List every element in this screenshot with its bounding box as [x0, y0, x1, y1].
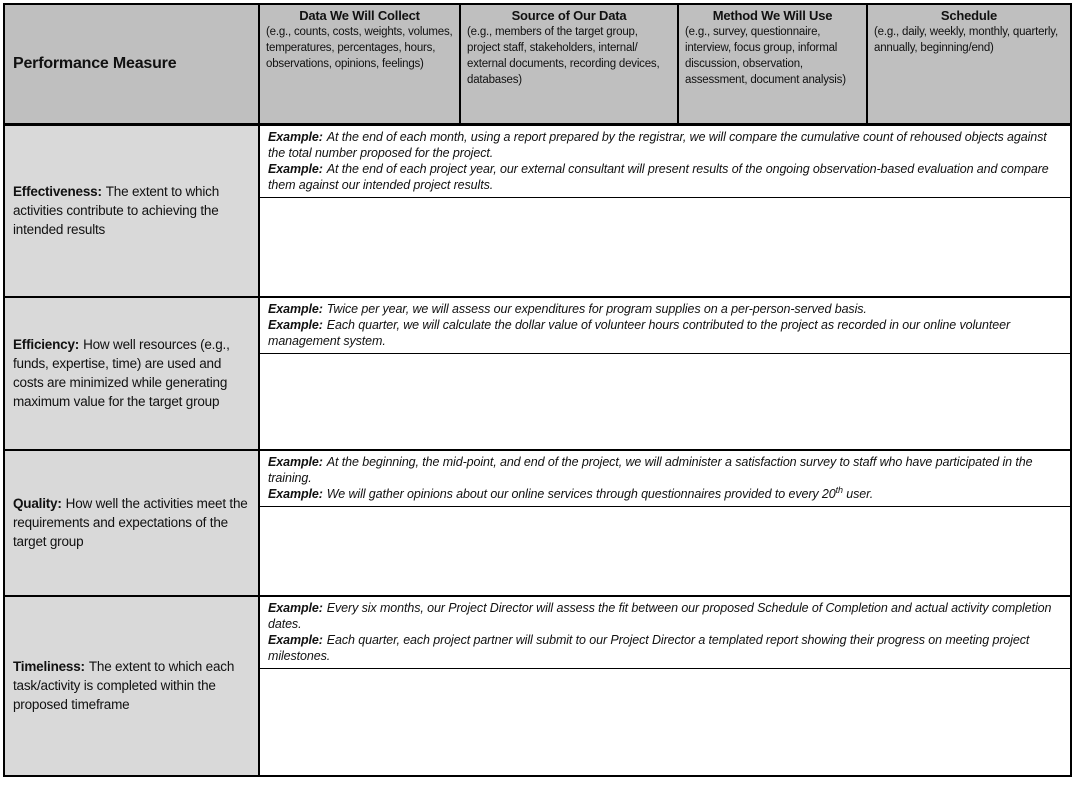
example-paragraph — [268, 632, 1062, 664]
column-title: Method We Will Use — [712, 8, 833, 23]
header-method-we-will-use — [678, 4, 867, 124]
example-paragraph — [268, 454, 1062, 486]
header-schedule — [867, 4, 1071, 124]
example-paragraph — [268, 129, 1062, 161]
example-label: Example: — [268, 129, 323, 144]
example-paragraph — [268, 301, 1062, 317]
example-text: At the end of each month, using a report prepared by the registrar, we will compare the cumulative count of rehoused objects against the total number proposed for the project. — [268, 129, 1047, 160]
measure-definition: The extent to which activities contribute to achieving the intended results — [13, 184, 220, 238]
header-source-of-our-data — [460, 4, 678, 124]
header-data-we-will-collect — [259, 4, 460, 124]
row-label-efficiency — [4, 297, 259, 450]
example-text: Twice per year, we will assess our expenditures for program supplies on a per-person-served basis. — [326, 302, 867, 316]
measure-term: Timeliness: — [13, 659, 85, 675]
example-text: At the end of each project year, our external consultant will present results of the ongoing observation-based evaluation and compare them against our intended project results. — [268, 161, 1049, 192]
example-label: Example: — [268, 318, 323, 332]
performance-measure-table — [3, 3, 1072, 777]
example-text-after: user. — [842, 486, 874, 501]
example-label: Example: — [268, 302, 323, 316]
entry-area-quality — [259, 506, 1071, 596]
example-paragraph — [268, 486, 1062, 502]
ordinal-superscript: th — [835, 484, 843, 495]
column-title: Schedule — [940, 8, 998, 23]
row-label-quality — [4, 450, 259, 597]
header-row — [4, 4, 1071, 124]
example-text: Every six months, our Project Director will assess the fit between our proposed Schedule of Completion and actual activity completion dates. — [268, 601, 1052, 631]
examples-effectiveness — [259, 124, 1071, 197]
performance-measure-title: Performance Measure — [13, 54, 177, 72]
column-hint: (e.g., daily, weekly, monthly, quarterly, annually, beginning/end) — [874, 26, 1058, 54]
example-text: We will gather opinions about our online services through questionnaires provided to every 20 — [326, 486, 836, 501]
measure-definition: How well resources (e.g., funds, expertise, time) are used and costs are minimized while generating maximum value for the target group — [13, 337, 230, 410]
example-paragraph — [268, 317, 1062, 349]
example-paragraph — [268, 161, 1062, 193]
measure-term: Effectiveness: — [13, 184, 102, 200]
example-text: Each quarter, we will calculate the dollar value of volunteer hours contributed to the project as recorded in our online volunteer management system. — [268, 318, 1011, 348]
column-title: Source of Our Data — [511, 8, 627, 23]
entry-area-timeliness — [259, 669, 1071, 776]
row-timeliness — [4, 596, 1071, 669]
column-hint: (e.g., members of the target group, project staff, stakeholders, internal/ external documents, recording devices, databases) — [467, 26, 660, 86]
example-label: Example: — [268, 601, 323, 615]
examples-efficiency — [259, 297, 1071, 354]
row-label-timeliness — [4, 596, 259, 776]
row-efficiency — [4, 297, 1071, 354]
example-label: Example: — [268, 161, 323, 176]
example-label: Example: — [268, 454, 323, 469]
measure-term: Efficiency: — [13, 337, 80, 353]
measure-term: Quality: — [13, 496, 62, 512]
example-paragraph — [268, 600, 1062, 632]
example-label: Example: — [268, 633, 323, 647]
measure-definition: The extent to which each task/activity is completed within the proposed timeframe — [13, 659, 235, 713]
row-label-effectiveness — [4, 124, 259, 297]
row-quality — [4, 450, 1071, 507]
column-hint: (e.g., counts, costs, weights, volumes, temperatures, percentages, hours, observations, opinions, feelings) — [266, 26, 453, 70]
examples-quality — [259, 450, 1071, 507]
column-hint: (e.g., survey, questionnaire, interview, focus group, informal discussion, observation, assessment, document analysis) — [685, 26, 846, 86]
measure-definition: How well the activities meet the requirements and expectations of the target group — [13, 496, 248, 550]
column-title: Data We Will Collect — [299, 8, 420, 23]
examples-timeliness — [259, 596, 1071, 669]
entry-area-efficiency — [259, 354, 1071, 450]
header-performance-measure — [4, 4, 259, 124]
row-effectiveness — [4, 124, 1071, 197]
entry-area-effectiveness — [259, 197, 1071, 297]
example-text: Each quarter, each project partner will submit to our Project Director a templated report showing their progress on meeting project milestones. — [268, 633, 1030, 663]
example-text: At the beginning, the mid-point, and end of the project, we will administer a satisfaction survey to staff who have participated in the training. — [268, 454, 1033, 485]
example-label: Example: — [268, 486, 323, 501]
